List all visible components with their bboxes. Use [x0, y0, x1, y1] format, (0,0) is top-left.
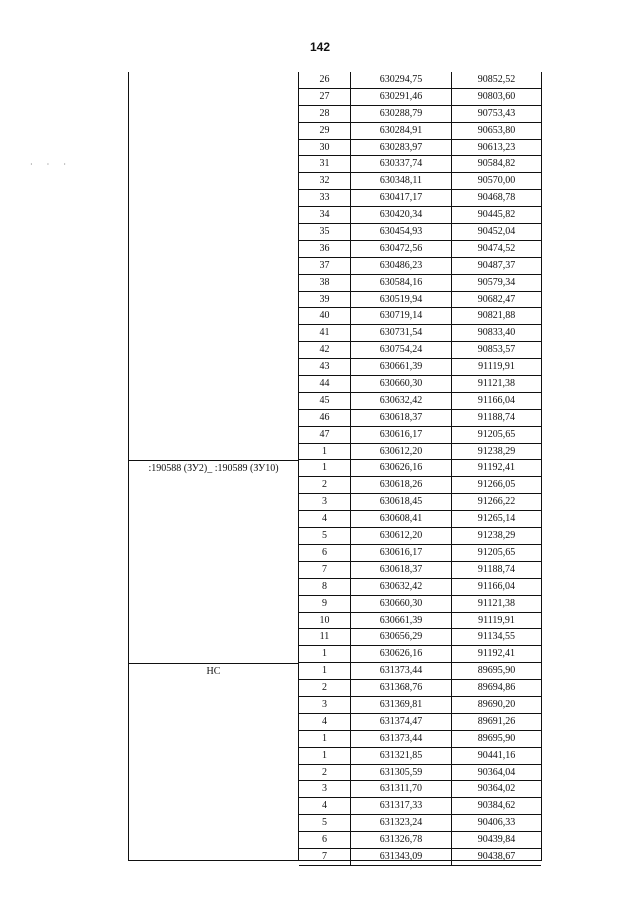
y-coordinate-cell: 90487,37 [477, 259, 516, 271]
x-coordinate-cell: 630612,20 [351, 528, 452, 544]
point-number-cell: 5 [299, 815, 351, 831]
x-coordinate-cell: 630626,16 [351, 646, 452, 662]
coordinate-rows [299, 72, 541, 866]
x-coordinate-cell: 630337,74 [351, 156, 452, 172]
x-coordinate-cell: 630626,16 [351, 460, 452, 476]
x-coordinate-cell: 630656,29 [351, 629, 452, 645]
table-row [299, 173, 541, 190]
table-row [299, 714, 541, 731]
table-row [299, 629, 541, 646]
table-row [299, 596, 541, 613]
x-coordinate-cell: 630519,94 [351, 292, 452, 308]
point-number-cell: 40 [299, 308, 351, 324]
point-number-cell: 7 [299, 849, 351, 865]
x-coordinate-cell: 630283,97 [351, 140, 452, 156]
table-row [299, 123, 541, 140]
x-coordinate-cell: 630661,39 [351, 359, 452, 375]
point-number-cell: 2 [299, 765, 351, 781]
table-row [299, 241, 541, 258]
x-coordinate-cell: 631373,44 [351, 663, 452, 679]
scan-artifact: · · · [30, 160, 72, 169]
y-coordinate-cell: 91265,14 [477, 513, 516, 525]
x-coordinate-cell: 630472,56 [351, 241, 452, 257]
point-number-cell: 44 [299, 376, 351, 392]
table-row [299, 646, 541, 663]
table-row [299, 511, 541, 528]
table-row [299, 781, 541, 798]
point-number-cell: 11 [299, 629, 351, 645]
table-row [299, 528, 541, 545]
table-row [299, 393, 541, 410]
table-row [299, 325, 541, 342]
y-coordinate-cell: 91192,41 [477, 648, 516, 660]
table-row [299, 156, 541, 173]
x-coordinate-cell: 630612,20 [351, 444, 452, 460]
point-number-cell: 4 [299, 714, 351, 730]
point-number-cell: 2 [299, 477, 351, 493]
y-coordinate-cell: 91188,74 [477, 411, 516, 423]
group-separator [129, 663, 298, 664]
table-row [299, 140, 541, 157]
point-number-cell: 27 [299, 89, 351, 105]
point-number-cell: 9 [299, 596, 351, 612]
table-row [299, 460, 541, 477]
y-coordinate-cell: 90853,57 [477, 344, 516, 356]
point-number-cell: 32 [299, 173, 351, 189]
x-coordinate-cell: 630486,23 [351, 258, 452, 274]
x-coordinate-cell: 631323,24 [351, 815, 452, 831]
y-coordinate-cell: 90753,43 [477, 107, 516, 119]
x-coordinate-cell: 630618,45 [351, 494, 452, 510]
point-number-cell: 41 [299, 325, 351, 341]
point-number-cell: 4 [299, 798, 351, 814]
y-coordinate-cell: 91119,91 [478, 361, 515, 373]
y-coordinate-cell: 90584,82 [477, 158, 516, 170]
y-coordinate-cell: 89695,90 [477, 665, 516, 677]
x-coordinate-cell: 630660,30 [351, 596, 452, 612]
point-number-cell: 35 [299, 224, 351, 240]
point-number-cell: 47 [299, 427, 351, 443]
x-coordinate-cell: 630284,91 [351, 123, 452, 139]
table-row [299, 680, 541, 697]
x-coordinate-cell: 630754,24 [351, 342, 452, 358]
table-row [299, 410, 541, 427]
y-coordinate-cell: 90833,40 [477, 327, 516, 339]
y-coordinate-cell: 90682,47 [477, 293, 516, 305]
x-coordinate-cell: 630618,26 [351, 477, 452, 493]
x-coordinate-cell: 630417,17 [351, 190, 452, 206]
y-coordinate-cell: 90384,62 [477, 800, 516, 812]
y-coordinate-cell: 90468,78 [477, 192, 516, 204]
x-coordinate-cell: 630719,14 [351, 308, 452, 324]
table-row [299, 106, 541, 123]
table-row [299, 765, 541, 782]
y-coordinate-cell: 89690,20 [477, 698, 516, 710]
x-coordinate-cell: 631305,59 [351, 765, 452, 781]
point-number-cell: 1 [299, 646, 351, 662]
y-coordinate-cell: 91166,04 [477, 580, 516, 592]
point-number-cell: 43 [299, 359, 351, 375]
table-row [299, 748, 541, 765]
point-number-cell: 3 [299, 494, 351, 510]
point-number-cell: 8 [299, 579, 351, 595]
y-coordinate-cell: 90570,00 [477, 175, 516, 187]
table-row [299, 308, 541, 325]
x-coordinate-cell: 630454,93 [351, 224, 452, 240]
y-coordinate-cell: 91134,55 [477, 631, 516, 643]
y-coordinate-cell: 90474,52 [477, 242, 516, 254]
y-coordinate-cell: 90579,34 [477, 276, 516, 288]
table-row [299, 545, 541, 562]
y-coordinate-cell: 89694,86 [477, 682, 516, 694]
table-row [299, 798, 541, 815]
y-coordinate-cell: 91188,74 [477, 563, 516, 575]
y-coordinate-cell: 91238,29 [477, 445, 516, 457]
point-number-cell: 4 [299, 511, 351, 527]
table-row [299, 72, 541, 89]
x-coordinate-cell: 630632,42 [351, 579, 452, 595]
x-coordinate-cell: 630618,37 [351, 410, 452, 426]
table-row [299, 697, 541, 714]
y-coordinate-cell: 91192,41 [477, 462, 516, 474]
point-number-cell: 6 [299, 832, 351, 848]
parcel-column [129, 72, 299, 860]
table-row [299, 89, 541, 106]
table-row [299, 190, 541, 207]
table-row [299, 663, 541, 680]
y-coordinate-cell: 91238,29 [477, 530, 516, 542]
table-row [299, 731, 541, 748]
y-coordinate-cell: 90406,33 [477, 817, 516, 829]
point-number-cell: 26 [299, 72, 351, 88]
table-row [299, 832, 541, 849]
point-number-cell: 6 [299, 545, 351, 561]
x-coordinate-cell: 630661,39 [351, 613, 452, 629]
point-number-cell: 46 [299, 410, 351, 426]
x-coordinate-cell: 630348,11 [351, 173, 452, 189]
table-row [299, 427, 541, 444]
y-coordinate-cell: 90452,04 [477, 226, 516, 238]
x-coordinate-cell: 630608,41 [351, 511, 452, 527]
table-row [299, 494, 541, 511]
y-coordinate-cell: 91266,22 [477, 496, 516, 508]
y-coordinate-cell: 91121,38 [477, 378, 516, 390]
table-row [299, 207, 541, 224]
point-number-cell: 1 [299, 663, 351, 679]
x-coordinate-cell: 631317,33 [351, 798, 452, 814]
x-coordinate-cell: 630616,17 [351, 545, 452, 561]
point-number-cell: 37 [299, 258, 351, 274]
x-coordinate-cell: 630420,34 [351, 207, 452, 223]
x-coordinate-cell: 630294,75 [351, 72, 452, 88]
point-number-cell: 36 [299, 241, 351, 257]
table-row [299, 613, 541, 630]
table-row [299, 849, 541, 866]
y-coordinate-cell: 91166,04 [477, 394, 516, 406]
x-coordinate-cell: 631373,44 [351, 731, 452, 747]
x-coordinate-cell: 630618,37 [351, 562, 452, 578]
y-coordinate-cell: 91121,38 [477, 597, 516, 609]
coordinates-table [128, 72, 542, 861]
table-row [299, 258, 541, 275]
x-coordinate-cell: 630731,54 [351, 325, 452, 341]
group-separator [129, 460, 298, 461]
point-number-cell: 28 [299, 106, 351, 122]
y-coordinate-cell: 90613,23 [477, 141, 516, 153]
table-row [299, 342, 541, 359]
point-number-cell: 29 [299, 123, 351, 139]
y-coordinate-cell: 90821,88 [477, 310, 516, 322]
table-row [299, 444, 541, 461]
point-number-cell: 33 [299, 190, 351, 206]
y-coordinate-cell: 90852,52 [477, 74, 516, 85]
point-number-cell: 3 [299, 697, 351, 713]
table-row [299, 292, 541, 309]
point-number-cell: 10 [299, 613, 351, 629]
table-row [299, 376, 541, 393]
point-number-cell: 45 [299, 393, 351, 409]
y-coordinate-cell: 90441,16 [477, 749, 516, 761]
point-number-cell: 31 [299, 156, 351, 172]
y-coordinate-cell: 90364,02 [477, 783, 516, 795]
parcel-label: НС [206, 665, 221, 677]
y-coordinate-cell: 90803,60 [477, 90, 516, 102]
x-coordinate-cell: 631311,70 [351, 781, 452, 797]
x-coordinate-cell: 630616,17 [351, 427, 452, 443]
table-row [299, 815, 541, 832]
table-row [299, 477, 541, 494]
y-coordinate-cell: 90364,04 [477, 766, 516, 778]
page-number: 142 [309, 40, 331, 54]
x-coordinate-cell: 630584,16 [351, 275, 452, 291]
x-coordinate-cell: 631369,81 [351, 697, 452, 713]
y-coordinate-cell: 91205,65 [477, 428, 516, 440]
x-coordinate-cell: 631368,76 [351, 680, 452, 696]
x-coordinate-cell: 631326,78 [351, 832, 452, 848]
point-number-cell: 1 [299, 460, 351, 476]
y-coordinate-cell: 89695,90 [477, 732, 516, 744]
y-coordinate-cell: 90445,82 [477, 209, 516, 221]
table-row [299, 275, 541, 292]
point-number-cell: 30 [299, 140, 351, 156]
y-coordinate-cell: 90438,67 [477, 850, 516, 862]
x-coordinate-cell: 631343,09 [351, 849, 452, 865]
y-coordinate-cell: 90439,84 [477, 834, 516, 846]
table-row [299, 562, 541, 579]
point-number-cell: 7 [299, 562, 351, 578]
y-coordinate-cell: 90653,80 [477, 124, 516, 136]
table-row [299, 579, 541, 596]
table-row [299, 359, 541, 376]
y-coordinate-cell: 91266,05 [477, 479, 516, 491]
point-number-cell: 1 [299, 444, 351, 460]
y-coordinate-cell: 91205,65 [477, 546, 516, 558]
point-number-cell: 39 [299, 292, 351, 308]
point-number-cell: 42 [299, 342, 351, 358]
x-coordinate-cell: 631374,47 [351, 714, 452, 730]
x-coordinate-cell: 630288,79 [351, 106, 452, 122]
point-number-cell: 1 [299, 731, 351, 747]
point-number-cell: 2 [299, 680, 351, 696]
point-number-cell: 5 [299, 528, 351, 544]
parcel-label: :190588 (ЗУ2)_ :190589 (ЗУ10) [148, 462, 279, 474]
x-coordinate-cell: 630291,46 [351, 89, 452, 105]
x-coordinate-cell: 630660,30 [351, 376, 452, 392]
x-coordinate-cell: 631321,85 [351, 748, 452, 764]
y-coordinate-cell: 89691,26 [477, 715, 516, 727]
point-number-cell: 3 [299, 781, 351, 797]
point-number-cell: 38 [299, 275, 351, 291]
point-number-cell: 1 [299, 748, 351, 764]
point-number-cell: 34 [299, 207, 351, 223]
table-row [299, 224, 541, 241]
x-coordinate-cell: 630632,42 [351, 393, 452, 409]
y-coordinate-cell: 91119,91 [478, 614, 515, 626]
